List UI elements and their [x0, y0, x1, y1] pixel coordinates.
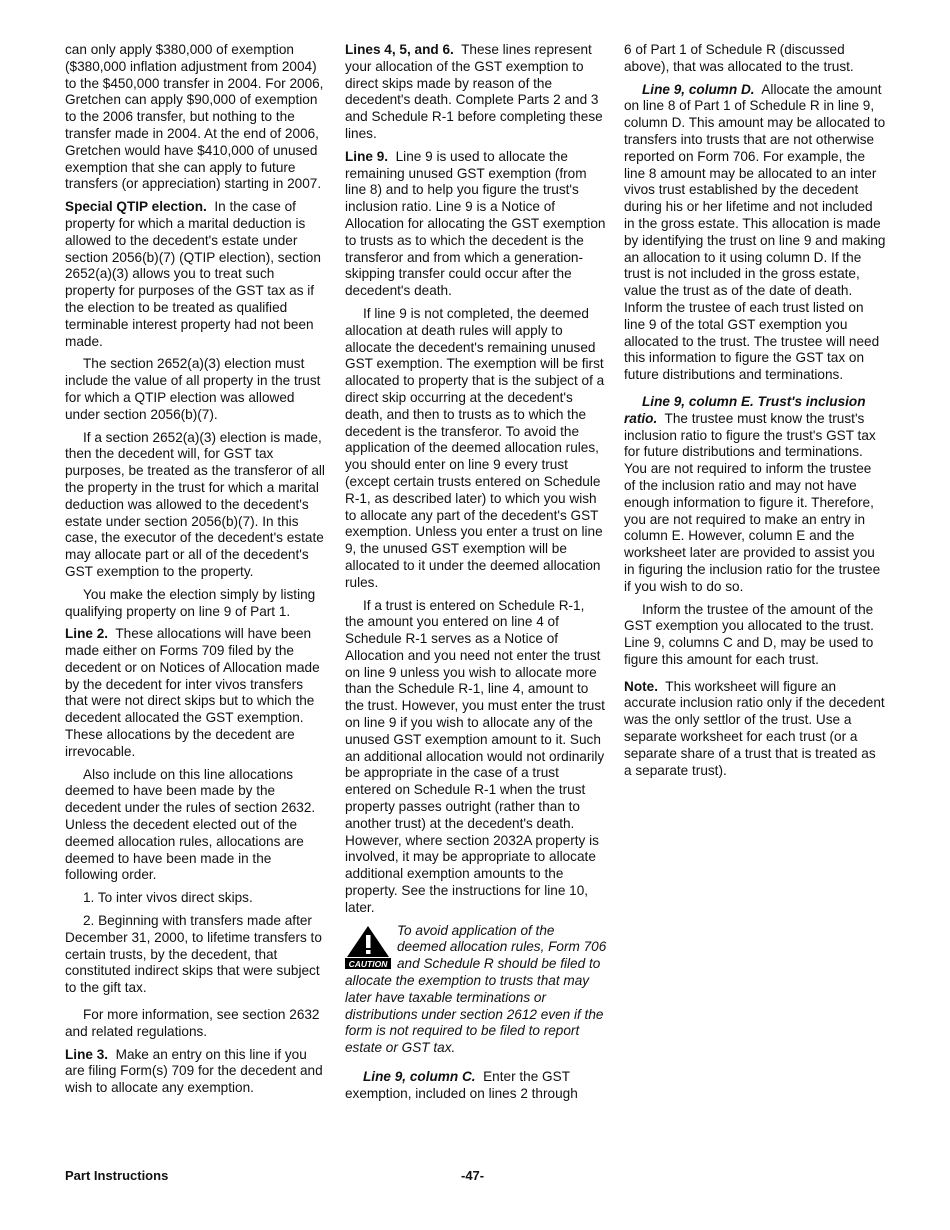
paragraph-qtip [65, 199, 327, 350]
column-1 [65, 42, 327, 1103]
caution-note [345, 923, 607, 1057]
paragraph: You make the election simply by listing qualifying property on line 9 of Part 1. [65, 586, 316, 619]
paragraph: If a trust is entered on Schedule R-1, the amount you entered on line 4 of Schedule R-1 serves as a Notice of Allocation and you need not enter the trust on line 9 unless you wish to allocate more than the Schedule R-1, line 4, amount to the trust. However, you must enter the trust on line 9 if you wish to allocate any of the unused GST exemption amount to it. Such an additional allocation would not ordinarily be appropriate in the case of a trust entered on Schedule R-1 when the trust property passes outright (rather than to another trust) at the decedent's death. However, where section 2032A property is involved, it may be appropriate to allocate additional exemption amounts to the property. See the instructions for line 10, later. [345, 597, 605, 915]
heading-line-2: Line 2. [65, 626, 109, 642]
paragraph: For more information, see section 2632 and related regulations. [65, 1007, 320, 1039]
column-2 [345, 42, 607, 1109]
paragraph-text: In the case of property for which a marital deduction is allowed to the decedent's estate under section 2056(b)(7) (QTIP election), section 2652(a)(3) allows you to treat such property for purposes of the GST tax as if the election to be treated as qualified terminable interest property had not been made. [65, 199, 321, 349]
paragraph: If a section 2652(a)(3) election is made, then the decedent will, for GST tax purposes, be treated as the transferor of all the property in the trust for which a marital deduction was allowed to the decedent's estate under section 2056(b)(7). In this case, the executor of the decedent's estate may allocate part or all of the decedent's GST exemption to the property. [65, 429, 325, 579]
heading-line-9: Line 9. [345, 148, 389, 164]
page-number: -47- [461, 1168, 485, 1183]
heading-line-9-column-e: Line 9, column E. Trust's inclusion ratio. [624, 393, 866, 426]
heading-note: Note. [624, 678, 658, 694]
paragraph: 6 of Part 1 of Schedule R (discussed above), that was allocated to the trust. [624, 42, 854, 74]
footer-section-title: Part Instructions [65, 1168, 169, 1183]
paragraph: can only apply $380,000 of exemption ($380,000 inflation adjustment from 2004) to the $450,000 transfer in 2004. For 2006, Gretchen can apply $90,000 of exemption to the 2006 transfer, but nothing to the transfer made in 2004. At the end of 2006, Gretchen would have $410,000 of unused exemption that she can apply to future transfers (or appreciation) starting in 2007. [65, 42, 324, 192]
heading-line-9-column-d: Line 9, column D. [642, 81, 755, 97]
caution-label: CAUTION [348, 958, 388, 969]
paragraph-line-3 [65, 1047, 327, 1097]
paragraph: Also include on this line allocations deemed to have been made by the decedent under the rules of section 2632. Unless the decedent elected out of the deemed allocation rules, allocations are deemed to have been made in the following order. [65, 766, 316, 883]
heading-line-9-column-c: Line 9, column C. [363, 1069, 476, 1085]
paragraph-column-d [624, 82, 886, 384]
paragraph: The section 2652(a)(3) election must include the value of all property in the trust for which a QTIP election was allowed under section 2056(b)(7). [65, 356, 321, 422]
caution-icon [345, 925, 391, 969]
paragraph-text: Allocate the amount on line 8 of Part 1 of Schedule R in line 9, column D. This amount may be allocated to transfers into trusts that are not otherwise reported on Form 706. For example, the line 8 amount may be allocated to an inter vivos trust established by the decedent during his or her lifetime and not included in the gross estate. This allocation is made by identifying the trust on line 9 and making an allocation to it using column D. If the trust is not included in the gross estate, value the trust as of the date of death. Inform the trustee of each trust listed on line 9 of the total GST exemption you allocated to the trust. The trustee will need this information to figure the GST tax on future distributions and terminations. [624, 81, 886, 383]
paragraph-text: Line 9 is used to allocate the remaining unused GST exemption (from line 8) and to help you figure the trust's inclusion ratio. Line 9 is a Notice of Allocation for allocating the GST exemption to trusts as to which the decedent is the transferor and from which a generation-skipping transfer could occur after the decedent's death. [345, 148, 606, 299]
paragraph-note [624, 679, 886, 780]
paragraph-text: These lines represent your allocation of the GST exemption to direct skips made by reason of the decedent's death. Complete Parts 2 and 3 and Schedule R-1 before completing these lines. [345, 42, 603, 141]
heading-special-qtip: Special QTIP election. [65, 199, 207, 215]
paragraph-text: The trustee must know the trust's inclusion ratio to figure the trust's GST tax for future distributions and terminations. You are not required to inform the trustee of the inclusion ratio and may not have enough information to figure it. Therefore, you are not required to make an entry in column E. However, column E and the worksheet later are provided to assist you in figuring the inclusion ratio for the trustee if you wish to do so. [624, 410, 881, 594]
paragraph-text: Enter the GST exemption, included on lines 2 through [345, 1069, 578, 1101]
paragraph: Inform the trustee of the amount of the GST exemption you allocated to the trust. Line 9, columns C and D, may be used to figure this amount for each trust. [624, 601, 874, 667]
paragraph-text: Make an entry on this line if you are filing Form(s) 709 for the decedent and wish to allocate any exemption. [65, 1046, 323, 1096]
paragraph: If line 9 is not completed, the deemed allocation at death rules will apply to allocate the decedent's remaining unused GST exemption. The exemption will be first allocated to property that is the subject of a direct skip occurring at the decedent's death, and then to trusts as to which the decedent is the transferor. To avoid the application of the deemed allocation rules, you should enter on line 9 every trust (except certain trusts entered on Schedule R-1, as described later) to which you wish to allocate any part of the decedent's GST exemption. Unless you enter a trust on line 9, the unused GST exemption will be allocated to it under the deemed allocation rules. [345, 305, 605, 590]
paragraph-line-2 [65, 626, 327, 760]
heading-line-3: Line 3. [65, 1046, 109, 1062]
caution-text: To avoid application of the deemed allocation rules, Form 706 and Schedule R should be filed to allocate the exemption to trusts that may later have taxable terminations or distributions under section 2612 even if the form is not required to be filed to report estate or GST tax. [345, 922, 607, 1056]
paragraph-text: This worksheet will figure an accurate inclusion ratio only if the decedent was the only settlor of the trust. Use a separate worksheet for each trust (or a separate share of a trust that is treated as a separate trust). [624, 678, 885, 778]
list-item: 2. Beginning with transfers made after December 31, 2000, to lifetime transfers to certain trusts, by the decedent, that constituted indirect skips that were subject to the gift tax. [65, 913, 322, 996]
paragraph-column-e [624, 394, 886, 596]
heading-lines-4-5-6: Lines 4, 5, and 6. [345, 42, 454, 57]
paragraph-text: These allocations will have been made either on Forms 709 filed by the decedent or on Notices of Allocation made by the decedent for inter vivos transfers that were not direct skips but to which the decedent allocated the GST exemption. These allocations by the decedent are irrevocable. [65, 626, 320, 759]
paragraph-line-9 [345, 149, 607, 300]
paragraph-column-c [345, 1069, 607, 1103]
list-item: 1. To inter vivos direct skips. [83, 890, 253, 906]
column-3 [624, 42, 886, 785]
paragraph-lines-4-5-6 [345, 42, 607, 143]
